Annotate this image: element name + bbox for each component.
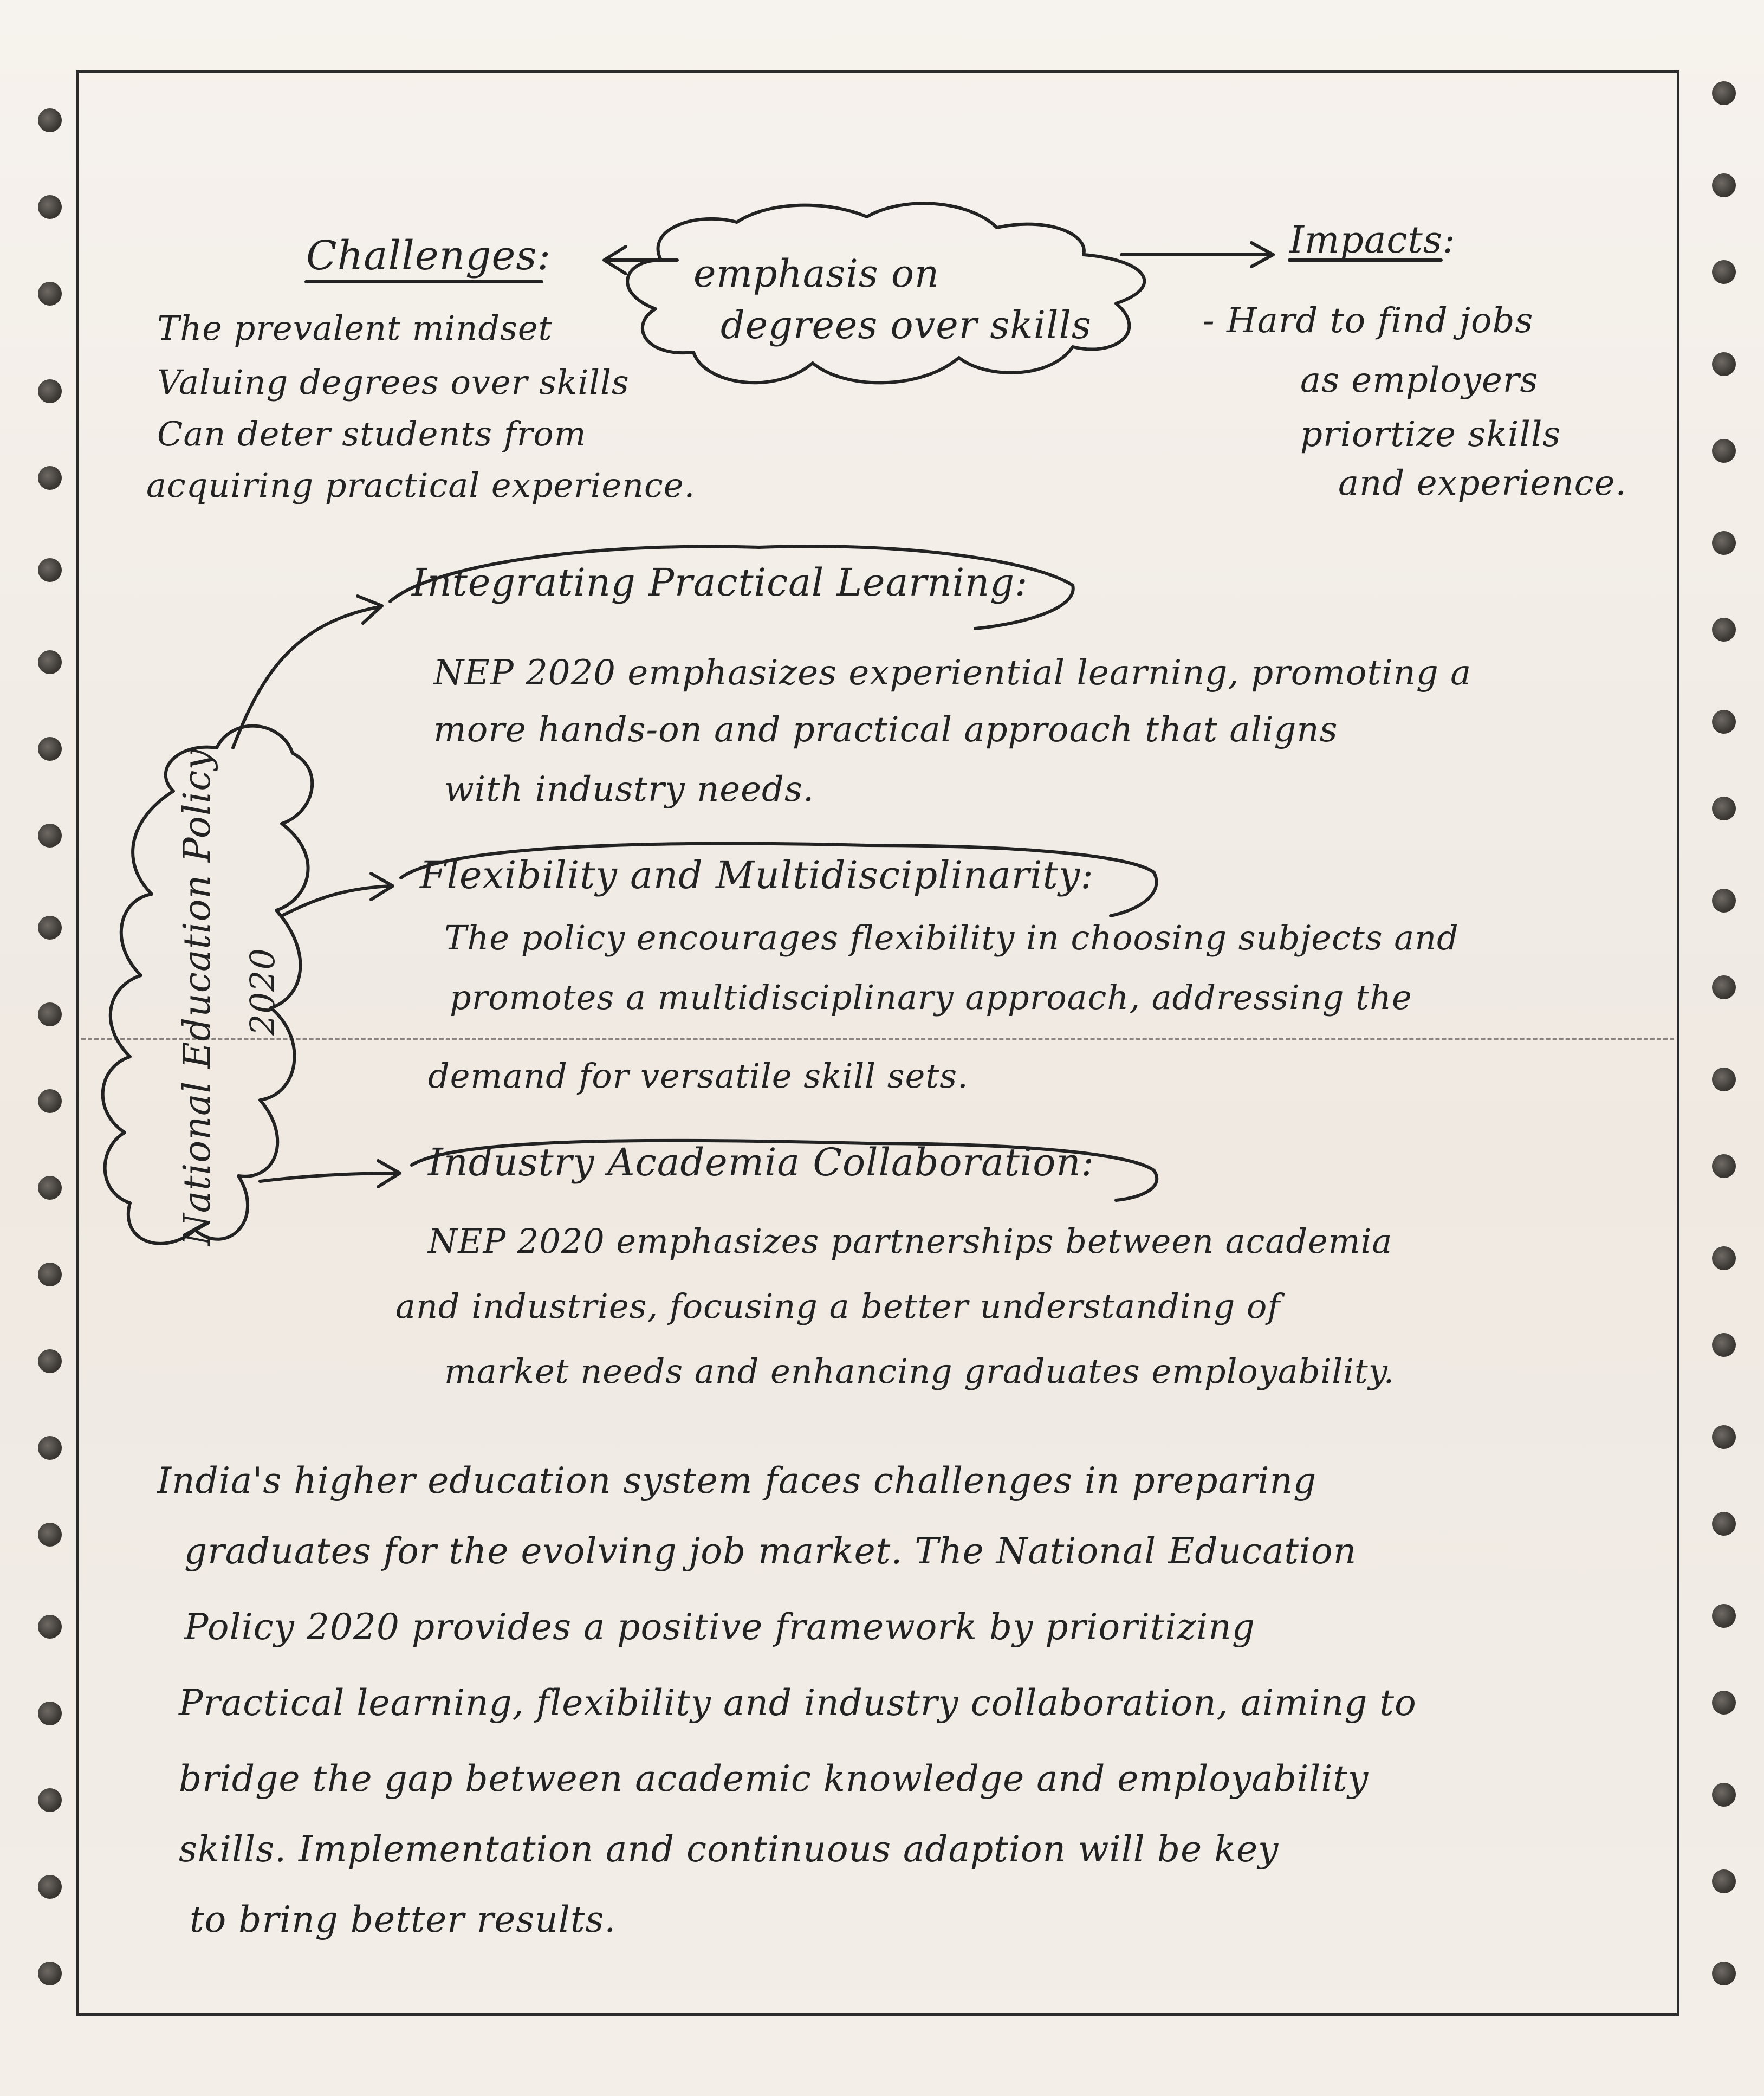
- conclusion-line: bridge the gap between academic knowledge and employability: [179, 1758, 1369, 1800]
- perforation-hole: [38, 195, 62, 219]
- branch-text-line: more hands-on and practical approach that aligns: [433, 710, 1338, 750]
- paper-fold-line: [81, 1038, 1674, 1040]
- perforation-hole: [1712, 1604, 1736, 1628]
- page-border-bottom: [76, 2013, 1679, 2016]
- perforation-hole: [38, 1349, 62, 1373]
- branch-text-line: market needs and enhancing graduates employability.: [444, 1351, 1395, 1391]
- page-border-right: [1677, 70, 1679, 2016]
- arrowhead-challenges: [604, 247, 626, 274]
- perforation-hole: [1712, 1154, 1736, 1178]
- perforation-hole: [38, 1002, 62, 1026]
- impacts-line: priortize skills: [1300, 415, 1561, 455]
- conclusion-line: to bring better results.: [190, 1899, 617, 1940]
- impacts-line: - Hard to find jobs: [1203, 301, 1534, 341]
- perforation-hole: [1712, 1246, 1736, 1270]
- perforation-hole: [1712, 1869, 1736, 1893]
- perforation-hole: [38, 1615, 62, 1639]
- perforation-hole: [38, 1962, 62, 1985]
- challenges-line: Can deter students from: [157, 414, 587, 454]
- perforation-hole: [1712, 889, 1736, 913]
- perforation-hole: [1712, 352, 1736, 376]
- perforation-hole: [38, 1263, 62, 1286]
- perforation-hole: [1712, 439, 1736, 463]
- perforation-hole: [38, 1436, 62, 1460]
- conclusion-line: Practical learning, flexibility and industry collaboration, aiming to: [179, 1682, 1417, 1724]
- conclusion-line: India's higher education system faces challenges in preparing: [157, 1460, 1317, 1502]
- perforation-hole: [38, 1176, 62, 1200]
- perforation-hole: [1712, 1425, 1736, 1449]
- perforation-hole: [38, 1702, 62, 1725]
- perforation-hole: [38, 108, 62, 132]
- perforation-hole: [38, 1089, 62, 1113]
- perforation-hole: [38, 737, 62, 761]
- perforation-hole: [1712, 1333, 1736, 1357]
- perforation-hole: [1712, 81, 1736, 105]
- challenges-line: The prevalent mindset: [157, 308, 553, 348]
- policy-label-year: 2020: [243, 948, 282, 1036]
- branch-arrow-3: [260, 1173, 398, 1181]
- branch-heading-flexibility: Flexibility and Multidisciplinarity:: [420, 853, 1094, 897]
- perforation-hole: [1712, 797, 1736, 820]
- policy-label: National Education Policy: [176, 748, 219, 1246]
- branch-text-line: promotes a multidisciplinary approach, addressing the: [450, 978, 1412, 1017]
- perforation-hole: [1712, 1691, 1736, 1715]
- branch-arrow-1: [233, 607, 379, 748]
- perforation-hole: [38, 1523, 62, 1547]
- perforation-hole: [1712, 1512, 1736, 1536]
- perforation-hole: [1712, 173, 1736, 197]
- perforation-hole: [1712, 618, 1736, 642]
- page-border-left: [76, 70, 79, 2016]
- perforation-hole: [1712, 1783, 1736, 1807]
- branch-arrow-2: [282, 886, 390, 916]
- impacts-title: Impacts:: [1289, 219, 1456, 262]
- perforation-hole: [1712, 710, 1736, 734]
- branch-heading-practical-learning: Integrating Practical Learning:: [412, 560, 1028, 605]
- arrowhead-impacts: [1251, 243, 1273, 267]
- conclusion-line: skills. Implementation and continuous adaption will be key: [179, 1828, 1279, 1870]
- challenges-title: Challenges:: [306, 232, 552, 279]
- conclusion-line: Policy 2020 provides a positive framework by prioritizing: [184, 1606, 1255, 1648]
- branch-text-line: NEP 2020 emphasizes experiential learning, promoting a: [433, 653, 1472, 693]
- center-node-line-2: degrees over skills: [721, 303, 1092, 347]
- center-node-line-1: emphasis on: [693, 251, 940, 296]
- perforation-hole: [38, 558, 62, 582]
- page-border-top: [76, 70, 1679, 73]
- perforation-hole: [1712, 260, 1736, 284]
- arrowhead-3: [378, 1161, 400, 1187]
- branch-text-line: with industry needs.: [444, 769, 815, 810]
- perforation-hole: [38, 379, 62, 403]
- challenges-line: Valuing degrees over skills: [157, 363, 630, 402]
- perforation-hole: [38, 1788, 62, 1812]
- arrowhead-2: [371, 874, 393, 900]
- perforation-hole: [1712, 1962, 1736, 1985]
- branch-text-line: and industries, focusing a better understanding of: [395, 1286, 1281, 1326]
- perforation-hole: [1712, 975, 1736, 999]
- perforation-hole: [1712, 1068, 1736, 1091]
- branch-text-line: demand for versatile skill sets.: [428, 1056, 969, 1096]
- perforation-hole: [38, 650, 62, 674]
- perforation-hole: [38, 824, 62, 848]
- impacts-line: as employers: [1300, 360, 1539, 400]
- perforation-hole: [1712, 531, 1736, 555]
- perforation-hole: [38, 282, 62, 306]
- conclusion-line: graduates for the evolving job market. The National Education: [184, 1530, 1357, 1572]
- perforation-hole: [38, 1875, 62, 1899]
- branch-text-line: NEP 2020 emphasizes partnerships between academia: [428, 1221, 1393, 1261]
- impacts-line: and experience.: [1338, 463, 1627, 503]
- perforation-hole: [38, 466, 62, 490]
- branch-heading-industry-academia: Industry Academia Collaboration:: [428, 1140, 1095, 1185]
- perforation-hole: [38, 916, 62, 940]
- branch-text-line: The policy encourages flexibility in choosing subjects and: [444, 918, 1459, 958]
- arrowhead-1: [358, 596, 382, 623]
- challenges-line: acquiring practical experience.: [146, 465, 696, 505]
